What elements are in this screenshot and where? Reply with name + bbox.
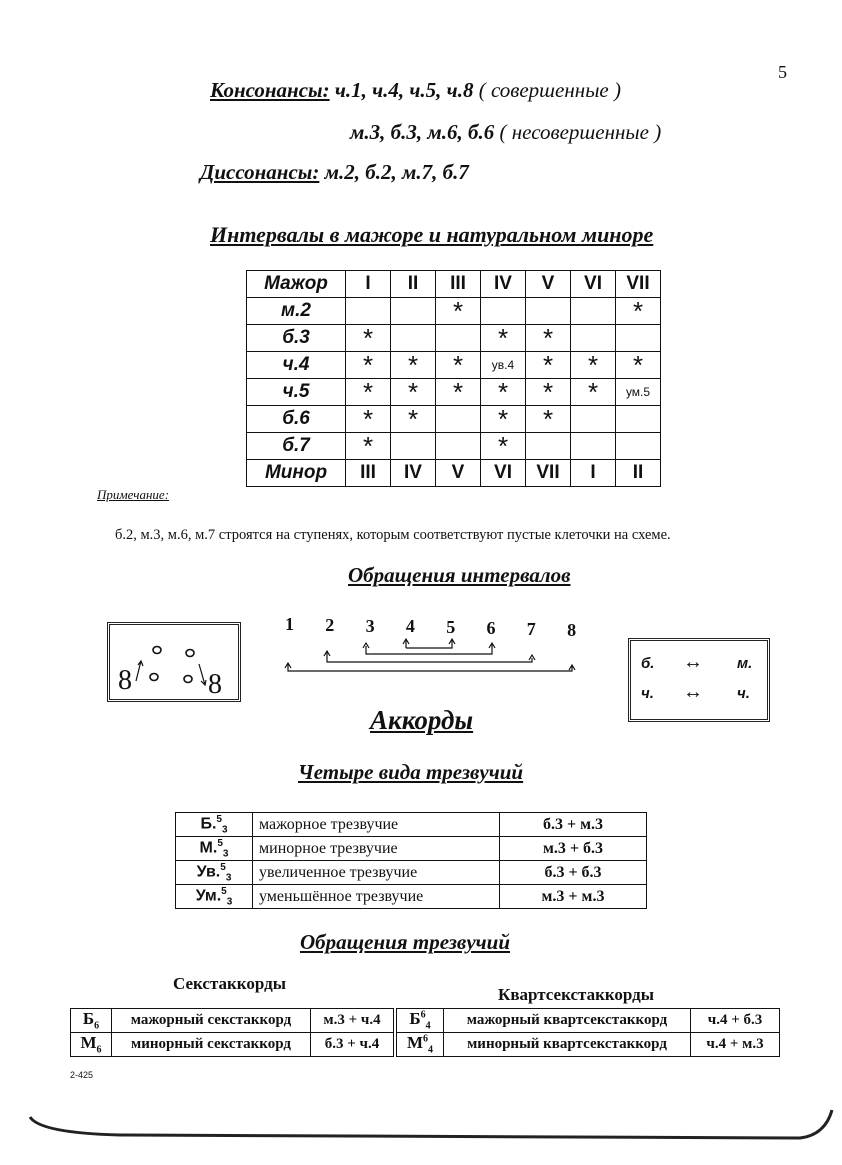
cell — [346, 298, 391, 325]
cell: III — [436, 271, 481, 298]
interval-number: 8 — [567, 619, 577, 640]
row-label: б.7 — [247, 433, 346, 460]
sixth-chord-name: минорный секстаккорд — [112, 1033, 311, 1057]
cell: II — [616, 460, 661, 487]
cell — [481, 298, 526, 325]
perfect-note: ( совершенные ) — [478, 78, 621, 102]
six-four-formula: ч.4 + м.3 — [691, 1033, 780, 1057]
triad-formula: м.3 + м.3 — [500, 885, 647, 909]
cell: IV — [391, 460, 436, 487]
sixth-chord-symbol: $Б_6$ — [71, 1009, 112, 1033]
six-four-name: мажорный квартсекстаккорд — [444, 1009, 691, 1033]
cell: * — [526, 352, 571, 379]
interval-number: 7 — [526, 618, 536, 639]
chords-heading: Аккорды — [370, 705, 474, 735]
sixth-chord-name: мажорный секстаккорд — [112, 1009, 311, 1033]
sixth-chord-formula: б.3 + ч.4 — [311, 1033, 396, 1057]
cell — [526, 433, 571, 460]
triad-row — [176, 861, 647, 885]
interval-number: 1 — [285, 614, 294, 634]
cell: VII — [526, 460, 571, 487]
cell: * — [526, 325, 571, 352]
consonances-label: Консонансы: — [210, 78, 330, 102]
interval-number: 3 — [365, 615, 375, 636]
cell — [391, 298, 436, 325]
triad-name: мажорное трезвучие — [253, 813, 500, 837]
cell: * — [616, 298, 661, 325]
cell: * — [346, 406, 391, 433]
cell: VI — [481, 460, 526, 487]
cell: * — [346, 352, 391, 379]
cell: * — [481, 379, 526, 406]
intervals-heading: Интервалы в мажоре и натуральном миноре — [210, 222, 654, 247]
six-four-formula: ч.4 + б.3 — [691, 1009, 780, 1033]
dissonances-line — [200, 160, 469, 185]
cell — [571, 406, 616, 433]
cell: V — [526, 271, 571, 298]
cell — [391, 325, 436, 352]
cell: * — [436, 352, 481, 379]
cell: * — [436, 379, 481, 406]
note-text: б.2, м.3, м.6, м.7 строятся на ступенях, которым соответствуют пустые клеточки на схеме. — [115, 527, 671, 543]
imperfect-consonances: м.3, б.3, м.6, б.6 — [350, 120, 495, 144]
triad-symbol: Ум.$^5_3$ — [176, 885, 253, 909]
rule-from: ч. — [641, 685, 654, 702]
cell: * — [346, 433, 391, 460]
row-label: б.6 — [247, 406, 346, 433]
interval-number: 5 — [446, 617, 456, 638]
row-label: м.2 — [247, 298, 346, 325]
triad-symbol: Б.$^5_3$ — [176, 813, 253, 837]
interval-table-row — [247, 406, 661, 433]
triad-name: увеличенное трезвучие — [253, 861, 500, 885]
cell: * — [616, 352, 661, 379]
sixth-chord-formula: м.3 + ч.4 — [311, 1009, 396, 1033]
rule-arrow: ↔ — [683, 651, 703, 673]
row-label: Мажор — [247, 271, 346, 298]
cell: * — [481, 325, 526, 352]
inversions-heading: Обращения интервалов — [348, 563, 571, 587]
footer-code: 2-425 — [70, 1070, 94, 1080]
triad-formula: б.3 + б.3 — [500, 861, 647, 885]
row-label: Минор — [247, 460, 346, 487]
cell — [436, 406, 481, 433]
cell — [391, 433, 436, 460]
scan-edge-shadow — [0, 1105, 842, 1165]
cell: * — [571, 352, 616, 379]
cell: * — [526, 379, 571, 406]
page-number: 5 — [778, 62, 787, 82]
interval-number: 4 — [405, 616, 415, 637]
cell: * — [346, 379, 391, 406]
cell — [436, 325, 481, 352]
right-octave-digit: 8 — [208, 669, 222, 700]
interval-table-row — [247, 433, 661, 460]
inversion-chords-table — [70, 1008, 780, 1057]
sixth-chord-symbol: $М_6$ — [71, 1033, 112, 1057]
cell — [571, 298, 616, 325]
note-label: Примечание: — [97, 487, 170, 502]
rule-from: б. — [641, 655, 655, 672]
cell — [571, 433, 616, 460]
cell — [616, 406, 661, 433]
cell: * — [526, 406, 571, 433]
consonances-line — [210, 78, 621, 103]
cell — [436, 433, 481, 460]
interval-table-footer — [247, 460, 661, 487]
cell: * — [391, 406, 436, 433]
cell — [616, 325, 661, 352]
inversion-example-box — [107, 622, 241, 702]
interval-table — [246, 270, 661, 487]
interval-table-header — [247, 271, 661, 298]
row-label: ч.4 — [247, 352, 346, 379]
cell — [571, 325, 616, 352]
imperfect-line — [350, 120, 661, 145]
cell: III — [346, 460, 391, 487]
triad-row — [176, 813, 647, 837]
six-four-symbol: $М^6_4$ — [395, 1033, 444, 1057]
triad-name: минорное трезвучие — [253, 837, 500, 861]
row-label: б.3 — [247, 325, 346, 352]
cell: I — [571, 460, 616, 487]
six-four-symbol: $Б^6_4$ — [395, 1009, 444, 1033]
triad-table — [175, 812, 647, 909]
interval-table-row — [247, 325, 661, 352]
cell: * — [391, 379, 436, 406]
interval-table-row — [247, 379, 661, 406]
triad-symbol: Ув.$^5_3$ — [176, 861, 253, 885]
cell: * — [346, 325, 391, 352]
triad-name: уменьшённое трезвучие — [253, 885, 500, 909]
cell: ув.4 — [481, 352, 526, 379]
inversion-chord-row — [71, 1009, 780, 1033]
interval-table-row — [247, 298, 661, 325]
cell: VII — [616, 271, 661, 298]
cell: VI — [571, 271, 616, 298]
triad-formula: б.3 + м.3 — [500, 813, 647, 837]
cell: * — [481, 406, 526, 433]
triad-formula: м.3 + б.3 — [500, 837, 647, 861]
imperfect-note: ( несовершенные ) — [499, 120, 662, 144]
interval-table-row — [247, 352, 661, 379]
left-octave-digit: 8 — [118, 665, 132, 696]
cell: V — [436, 460, 481, 487]
row-label: ч.5 — [247, 379, 346, 406]
triad-row — [176, 837, 647, 861]
triad-row — [176, 885, 647, 909]
cell: ум.5 — [616, 379, 661, 406]
rule-arrow: ↔ — [683, 681, 703, 703]
cell: * — [481, 433, 526, 460]
sixth-chords-label: Секстаккорды — [173, 974, 286, 993]
triad-inversions-heading: Обращения трезвучий — [300, 930, 511, 954]
cell: * — [571, 379, 616, 406]
triad-symbol: М.$^5_3$ — [176, 837, 253, 861]
dissonances-items: м.2, б.2, м.7, б.7 — [324, 160, 469, 184]
perfect-consonances: ч.1, ч.4, ч.5, ч.8 — [334, 78, 474, 102]
inversion-rules-box — [628, 638, 770, 722]
six-four-name: минорный квартсекстаккорд — [444, 1033, 691, 1057]
interval-number: 2 — [325, 614, 335, 635]
cell: IV — [481, 271, 526, 298]
cell — [616, 433, 661, 460]
dissonances-label: Диссонансы: — [200, 160, 320, 184]
inversion-chord-row — [71, 1033, 780, 1057]
rule-to: ч. — [737, 685, 750, 702]
cell: I — [346, 271, 391, 298]
cell: * — [436, 298, 481, 325]
cell: II — [391, 271, 436, 298]
cell — [526, 298, 571, 325]
interval-number: 6 — [486, 618, 496, 638]
cell: * — [391, 352, 436, 379]
rule-to: м. — [737, 655, 753, 672]
triads-heading: Четыре вида трезвучий — [298, 760, 524, 784]
six-four-label: Квартсекстаккорды — [498, 985, 655, 1004]
inversion-arrows — [280, 636, 600, 706]
